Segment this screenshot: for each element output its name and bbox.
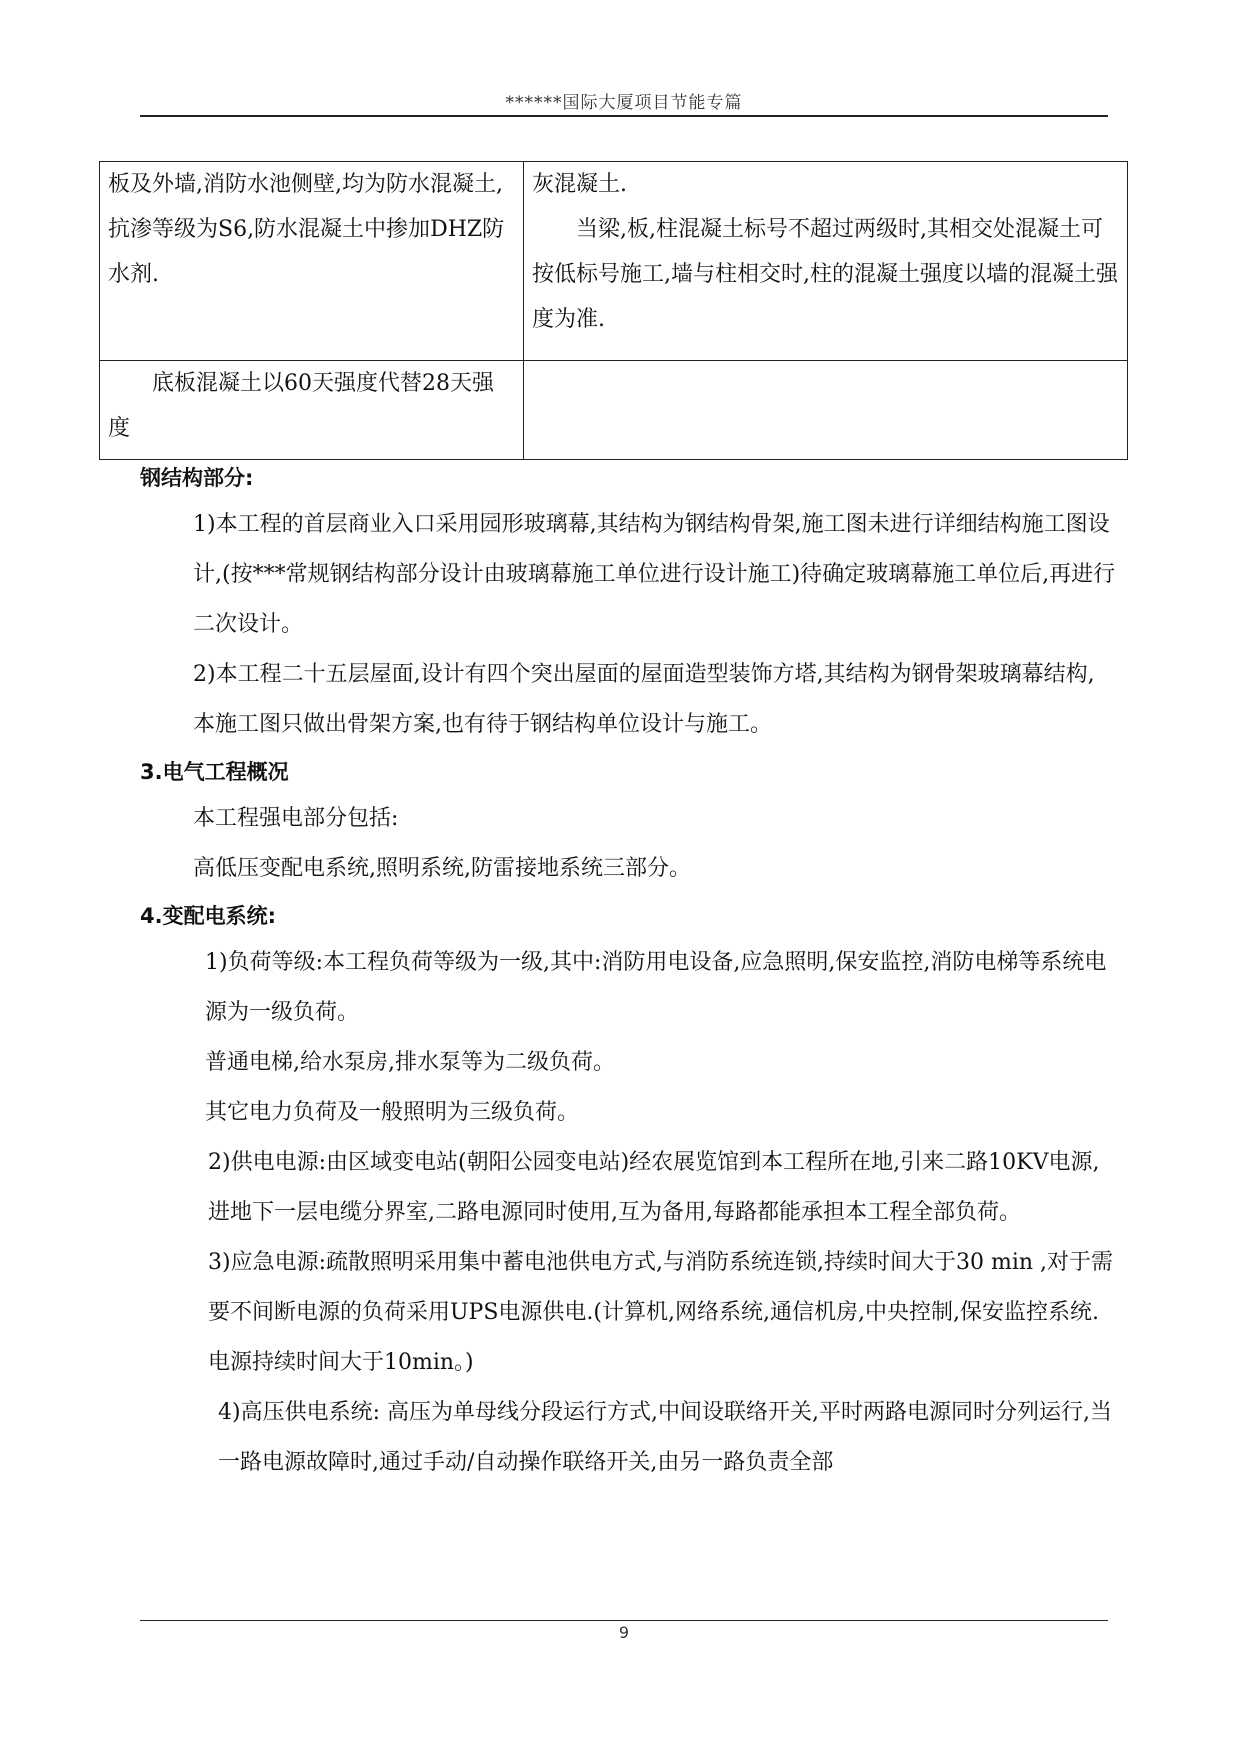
running-header: ******国际大厦项目节能专篇: [505, 93, 743, 113]
spec-table: [99, 161, 1128, 460]
cell-text: 灰混凝土.: [532, 172, 627, 197]
paragraph: 普通电梯,给水泵房,排水泵等为二级负荷。: [205, 1050, 615, 1075]
cell-paragraph: 当梁,板,柱混凝土标号不超过两级时,其相交处混凝土可按低标号施工,墙与柱相交时,柱的混凝土强度以墙的混凝土强度为准.: [532, 217, 1118, 332]
footer-rule: [140, 1620, 1108, 1621]
paragraph: 2)本工程二十五层屋面,设计有四个突出屋面的屋面造型装饰方塔,其结构为钢骨架玻璃幕结构, 本施工图只做出骨架方案,也有待于钢结构单位设计与施工。: [193, 662, 1095, 737]
table-row: [100, 361, 1128, 460]
paragraph: 其它电力负荷及一般照明为三级负荷。: [205, 1100, 580, 1125]
document-body: [140, 456, 1120, 1488]
paragraph: 1)本工程的首层商业入口采用园形玻璃幕,其结构为钢结构骨架,施工图未进行详细结构施工图设计,(按***常规钢结构部分设计由玻璃幕施工单位进行设计施工)待确定玻璃幕施工单位后,再进行二次设计。: [193, 512, 1116, 637]
header-rule: [140, 115, 1108, 117]
cell-text: 板及外墙,消防水池侧壁,均为防水混凝土,抗渗等级为S6,防水混凝土中掺加DHZ防水剂.: [108, 172, 505, 287]
paragraph: 高低压变配电系统,照明系统,防雷接地系统三部分。: [193, 856, 691, 881]
paragraph: 1)负荷等级:本工程负荷等级为一级,其中:消防用电设备,应急照明,保安监控,消防电梯等系统电源为一级负荷。: [205, 950, 1107, 1025]
paragraph: 4)高压供电系统: 高压为单母线分段运行方式,中间设联络开关,平时两路电源同时分列运行,当一路电源故障时,通过手动/自动操作联络开关,由另一路负责全部: [218, 1400, 1112, 1475]
cell-text: 底板混凝土以60天强度代替28天强度: [108, 371, 494, 441]
paragraph: 3)应急电源:疏散照明采用集中蓄电池供电方式,与消防系统连锁,持续时间大于30 min ,对于需要不间断电源的负荷采用UPS电源供电.(计算机,网络系统,通信机房,中央控制,保安监控系统.电源持续时间大于10min。): [208, 1250, 1114, 1375]
table-row: [100, 162, 1128, 361]
section-heading: 4.变配电系统:: [140, 904, 276, 928]
page-number: 9: [618, 1623, 630, 1642]
paragraph: 2)供电电源:由区域变电站(朝阳公园变电站)经农展览馆到本工程所在地,引来二路10KV电源,进地下一层电缆分界室,二路电源同时使用,互为备用,每路都能承担本工程全部负荷。: [208, 1150, 1100, 1225]
table-cell: [524, 162, 1128, 361]
section-heading: 钢结构部分:: [140, 466, 254, 490]
paragraph: 本工程强电部分包括:: [193, 806, 399, 831]
section-heading: 3.电气工程概况: [140, 760, 289, 784]
table-cell: [100, 361, 524, 460]
table-cell: [100, 162, 524, 361]
table-cell: [524, 361, 1128, 460]
